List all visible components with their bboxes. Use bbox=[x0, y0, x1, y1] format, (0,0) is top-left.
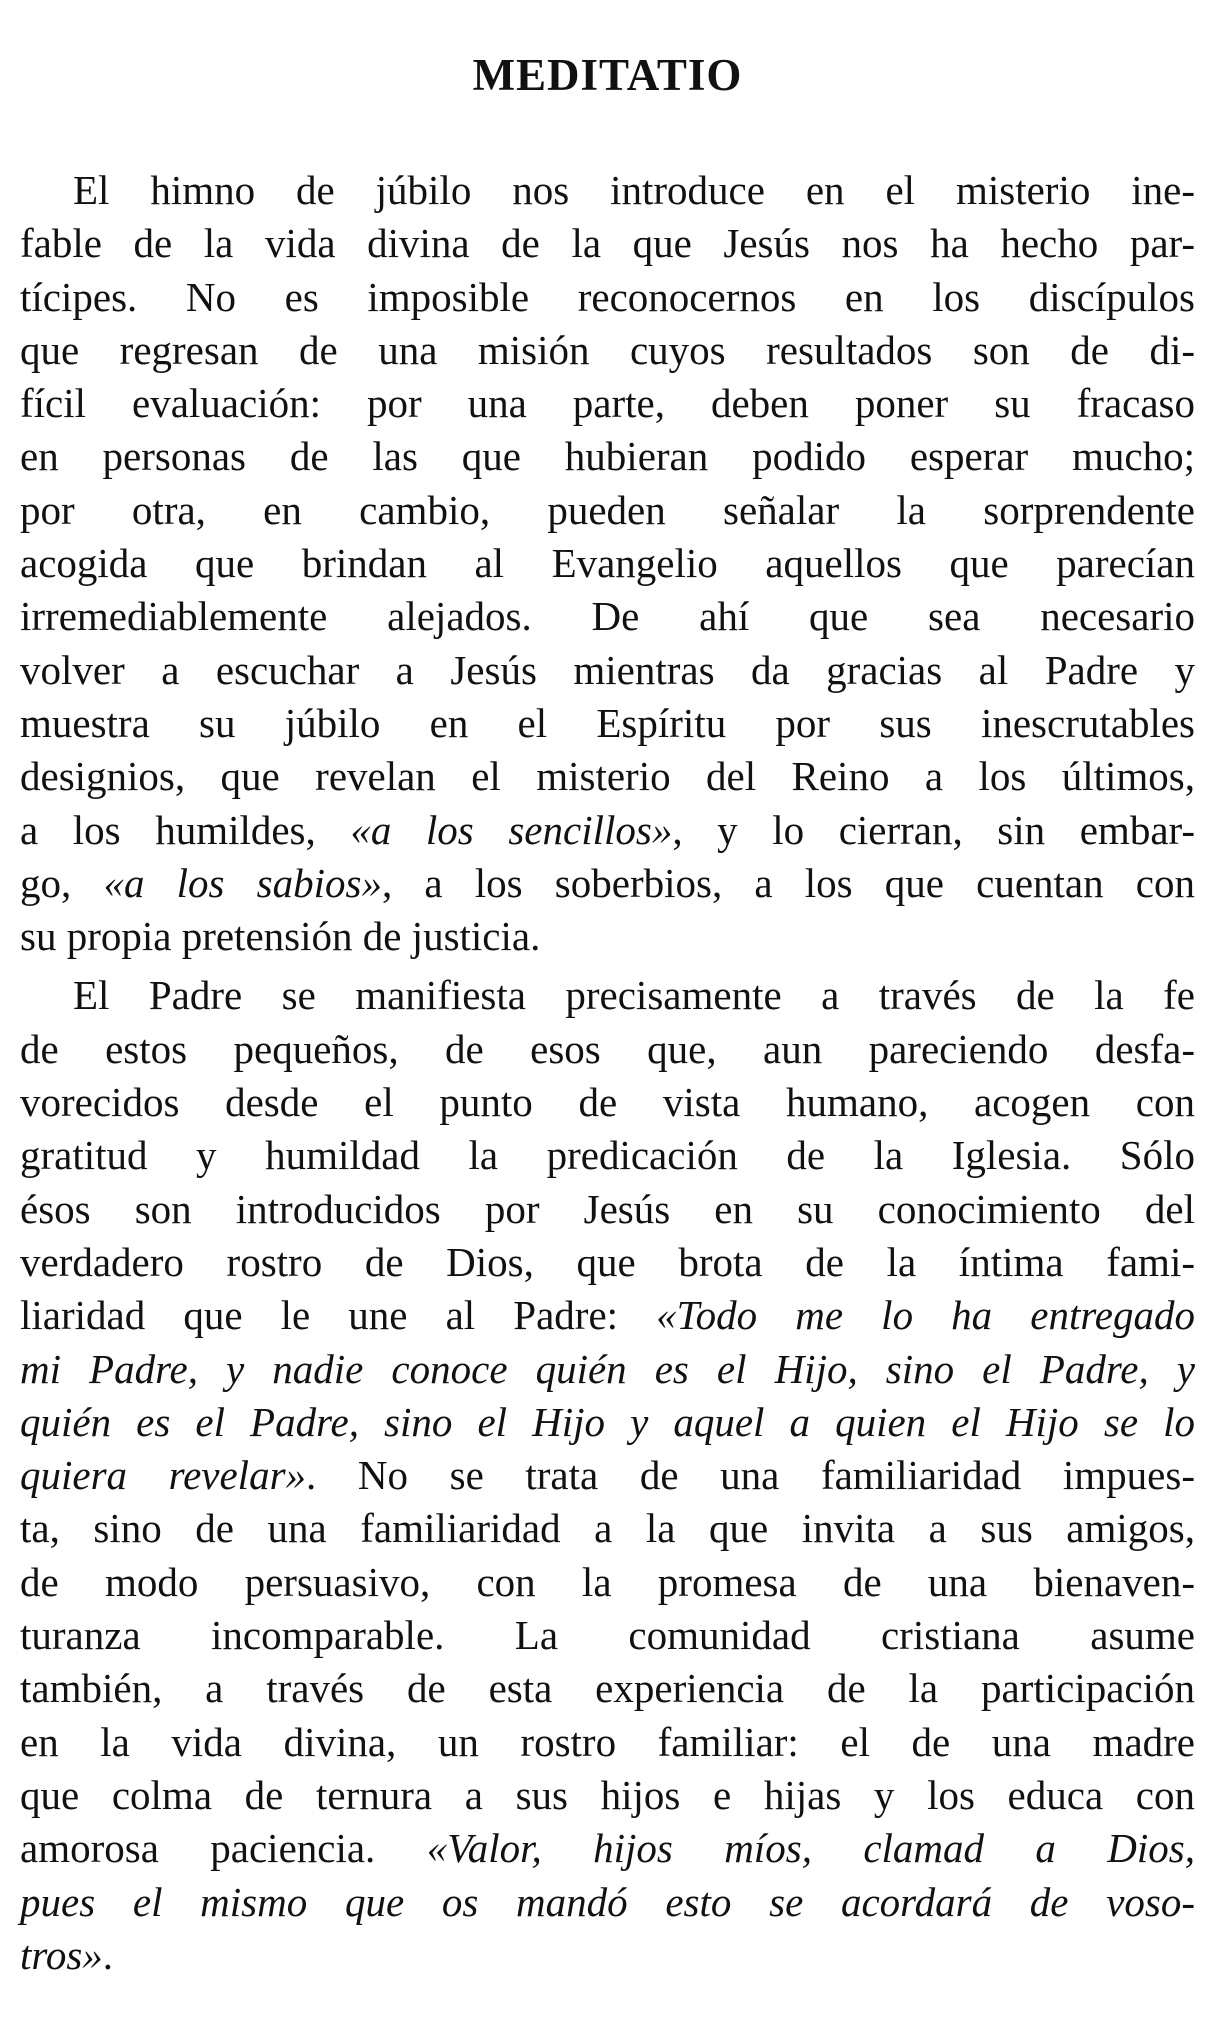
text-line bbox=[20, 1876, 1195, 1929]
quote-italic: tros» bbox=[20, 1931, 103, 1978]
text-line: de estos pequeños, de esos que, aun pareciendo desfa- bbox=[20, 1025, 1195, 1072]
text-line bbox=[20, 1449, 1195, 1502]
text-line: gratitud y humildad la predicación de la Iglesia. Sólo bbox=[20, 1132, 1195, 1179]
quote-italic: pues el mismo que os mandó esto se acordará de voso- bbox=[20, 1878, 1195, 1925]
text-line: que colma de ternura a sus hijos e hijas y los educa con bbox=[20, 1771, 1195, 1818]
text-line bbox=[20, 1289, 1195, 1342]
text-line: su propia pretensión de justicia. bbox=[20, 913, 541, 960]
text-line: también, a través de esta experiencia de la participación bbox=[20, 1665, 1195, 1712]
text-line: ésos son introducidos por Jesús en su conocimiento del bbox=[20, 1185, 1195, 1232]
quote-italic: mi Padre, y nadie conoce quién es el Hijo, sino el Padre, y bbox=[20, 1345, 1195, 1392]
text-line: muestra su júbilo en el Espíritu por sus inescrutables bbox=[20, 699, 1195, 746]
text-line: que regresan de una misión cuyos resultados son de di- bbox=[20, 326, 1195, 373]
text-run: liaridad que le une al Padre: bbox=[20, 1292, 657, 1339]
text-line: acogida que brindan al Evangelio aquellos que parecían bbox=[20, 540, 1195, 587]
text-line: El himno de júbilo nos introduce en el misterio ine- bbox=[73, 167, 1195, 213]
text-line: volver a escuchar a Jesús mientras da gracias al Padre y bbox=[20, 646, 1195, 693]
text-line: El Padre se manifiesta precisamente a través de la fe bbox=[73, 972, 1195, 1019]
text-run: . bbox=[102, 1931, 114, 1978]
text-run: , y lo cierran, sin embar- bbox=[672, 806, 1195, 853]
text-line: turanza incomparable. La comunidad cristiana asume bbox=[20, 1612, 1195, 1659]
quote-italic: quién es el Padre, sino el Hijo y aquel a quien el Hijo se lo bbox=[20, 1398, 1195, 1445]
text-run: amorosa paciencia. bbox=[20, 1825, 427, 1872]
text-line bbox=[20, 1929, 1195, 1982]
text-run: , a los soberbios, a los que cuentan con bbox=[381, 859, 1196, 906]
text-run: . No se trata de una familiaridad impues- bbox=[306, 1452, 1195, 1499]
text-run: a los humildes, bbox=[20, 806, 351, 853]
text-run: go, bbox=[20, 859, 104, 906]
quote-italic: «a los sabios» bbox=[103, 859, 382, 906]
text-line: tícipes. No es imposible reconocernos en los discípulos bbox=[20, 273, 1195, 320]
text-line bbox=[20, 1396, 1195, 1449]
paragraph-1 bbox=[20, 164, 1195, 963]
text-line: vorecidos desde el punto de vista humano, acogen con bbox=[20, 1079, 1195, 1126]
text-line bbox=[20, 857, 1195, 910]
text-line: de modo persuasivo, con la promesa de una bienaven- bbox=[20, 1558, 1195, 1605]
text-line bbox=[20, 1822, 1195, 1875]
text-line: irremediablemente alejados. De ahí que sea necesario bbox=[20, 593, 1195, 640]
text-line: designios, que revelan el misterio del Reino a los últimos, bbox=[20, 753, 1195, 800]
page-title: MEDITATIO bbox=[472, 50, 743, 100]
text-line: verdadero rostro de Dios, que brota de la íntima fami- bbox=[20, 1238, 1195, 1285]
text-line bbox=[20, 804, 1195, 857]
text-line: ta, sino de una familiaridad a la que invita a sus amigos, bbox=[20, 1505, 1195, 1552]
text-line: en personas de las que hubieran podido esperar mucho; bbox=[20, 433, 1195, 480]
text-line: por otra, en cambio, pueden señalar la sorprendente bbox=[20, 486, 1195, 533]
text-line: fícil evaluación: por una parte, deben poner su fracaso bbox=[20, 380, 1195, 427]
quote-italic: «Todo me lo ha entregado bbox=[656, 1292, 1195, 1339]
text-line: fable de la vida divina de la que Jesús nos ha hecho par- bbox=[20, 220, 1195, 267]
paragraph-2 bbox=[20, 969, 1195, 1982]
quote-italic: quiera revelar» bbox=[20, 1452, 307, 1499]
page bbox=[20, 48, 1195, 1982]
quote-italic: «Valor, hijos míos, clamad a Dios, bbox=[426, 1825, 1195, 1872]
text-line bbox=[20, 1343, 1195, 1396]
text-line: en la vida divina, un rostro familiar: el de una madre bbox=[20, 1718, 1195, 1765]
quote-italic: «a los sencillos» bbox=[350, 806, 673, 853]
